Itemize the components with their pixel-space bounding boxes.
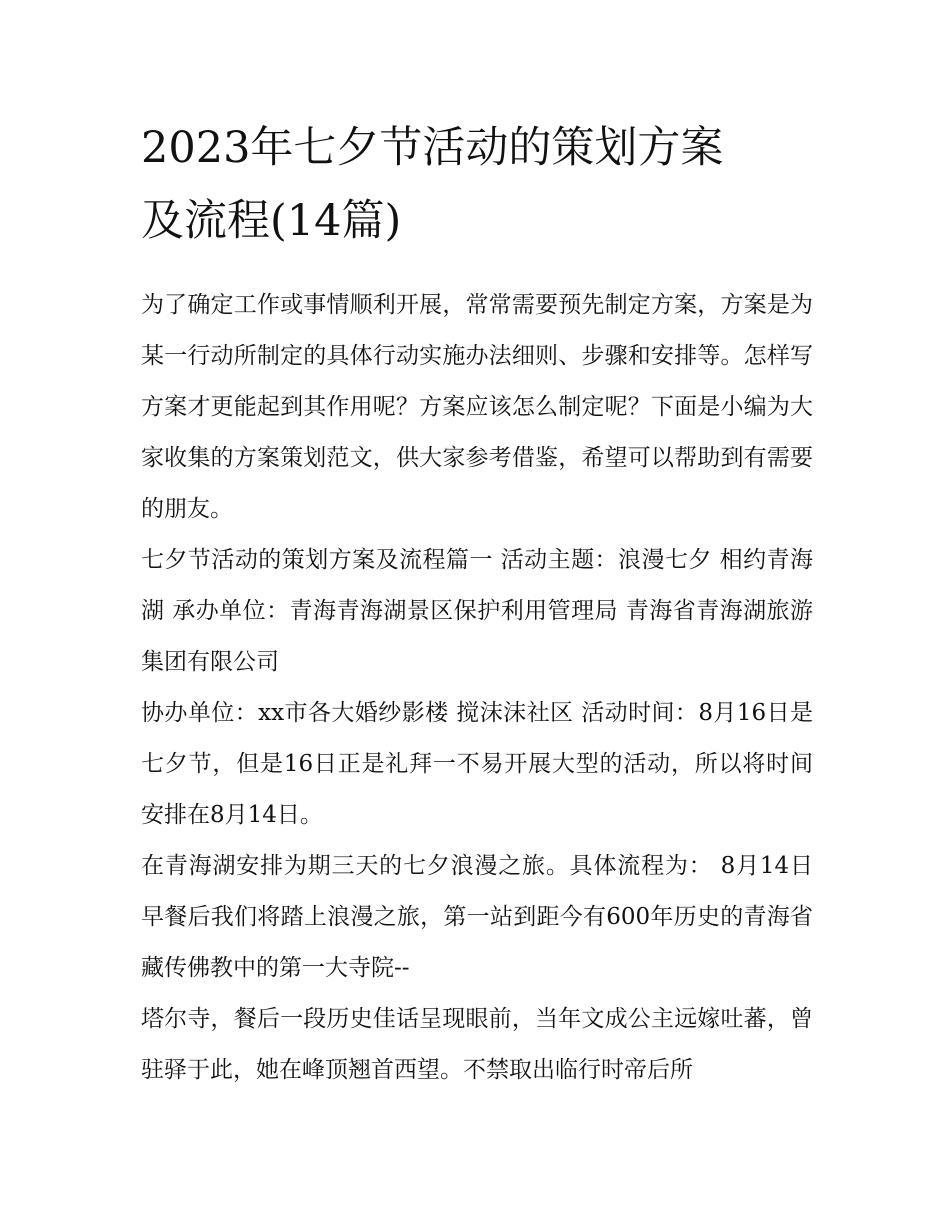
- paragraph-intro: 为了确定工作或事情顺利开展，常常需要预先制定方案，方案是为某一行动所制定的具体行动实施办法细则、步骤和安排等。怎样写方案才更能起到其作用呢？方案应该怎么制定呢？下面是小编为大家收集的方案策划范文，供大家参考借鉴，希望可以帮助到有需要的朋友。: [141, 292, 813, 522]
- paragraph-itinerary: 在青海湖安排为期三天的七夕浪漫之旅。具体流程为： 8月14日早餐后我们将踏上浪漫之旅，第一站到距今有600年历史的青海省藏传佛教中的第一大寺院--: [141, 853, 813, 981]
- paragraph-theme-organizer: 七夕节活动的策划方案及流程篇一 活动主题：浪漫七夕 相约青海湖 承办单位：青海青海湖景区保护利用管理局 青海省青海湖旅游集团有限公司: [141, 547, 813, 675]
- document-page: [141, 112, 813, 1096]
- paragraph-taer-temple: 塔尔寺，餐后一段历史佳话呈现眼前，当年文成公主远嫁吐蕃，曾驻驿于此，她在峰顶翘首西望。不禁取出临行时帝后所: [141, 1006, 813, 1083]
- document-title-line-2: 及流程(14篇): [141, 196, 402, 246]
- document-title: [141, 112, 813, 258]
- paragraph-co-organizer-time: 协办单位：xx市各大婚纱影楼 搅沫沫社区 活动时间：8月16日是七夕节，但是16日正是礼拜一不易开展大型的活动，所以将时间安排在8月14日。: [141, 700, 813, 828]
- document-title-line-1: 2023年七夕节活动的策划方案: [141, 123, 724, 173]
